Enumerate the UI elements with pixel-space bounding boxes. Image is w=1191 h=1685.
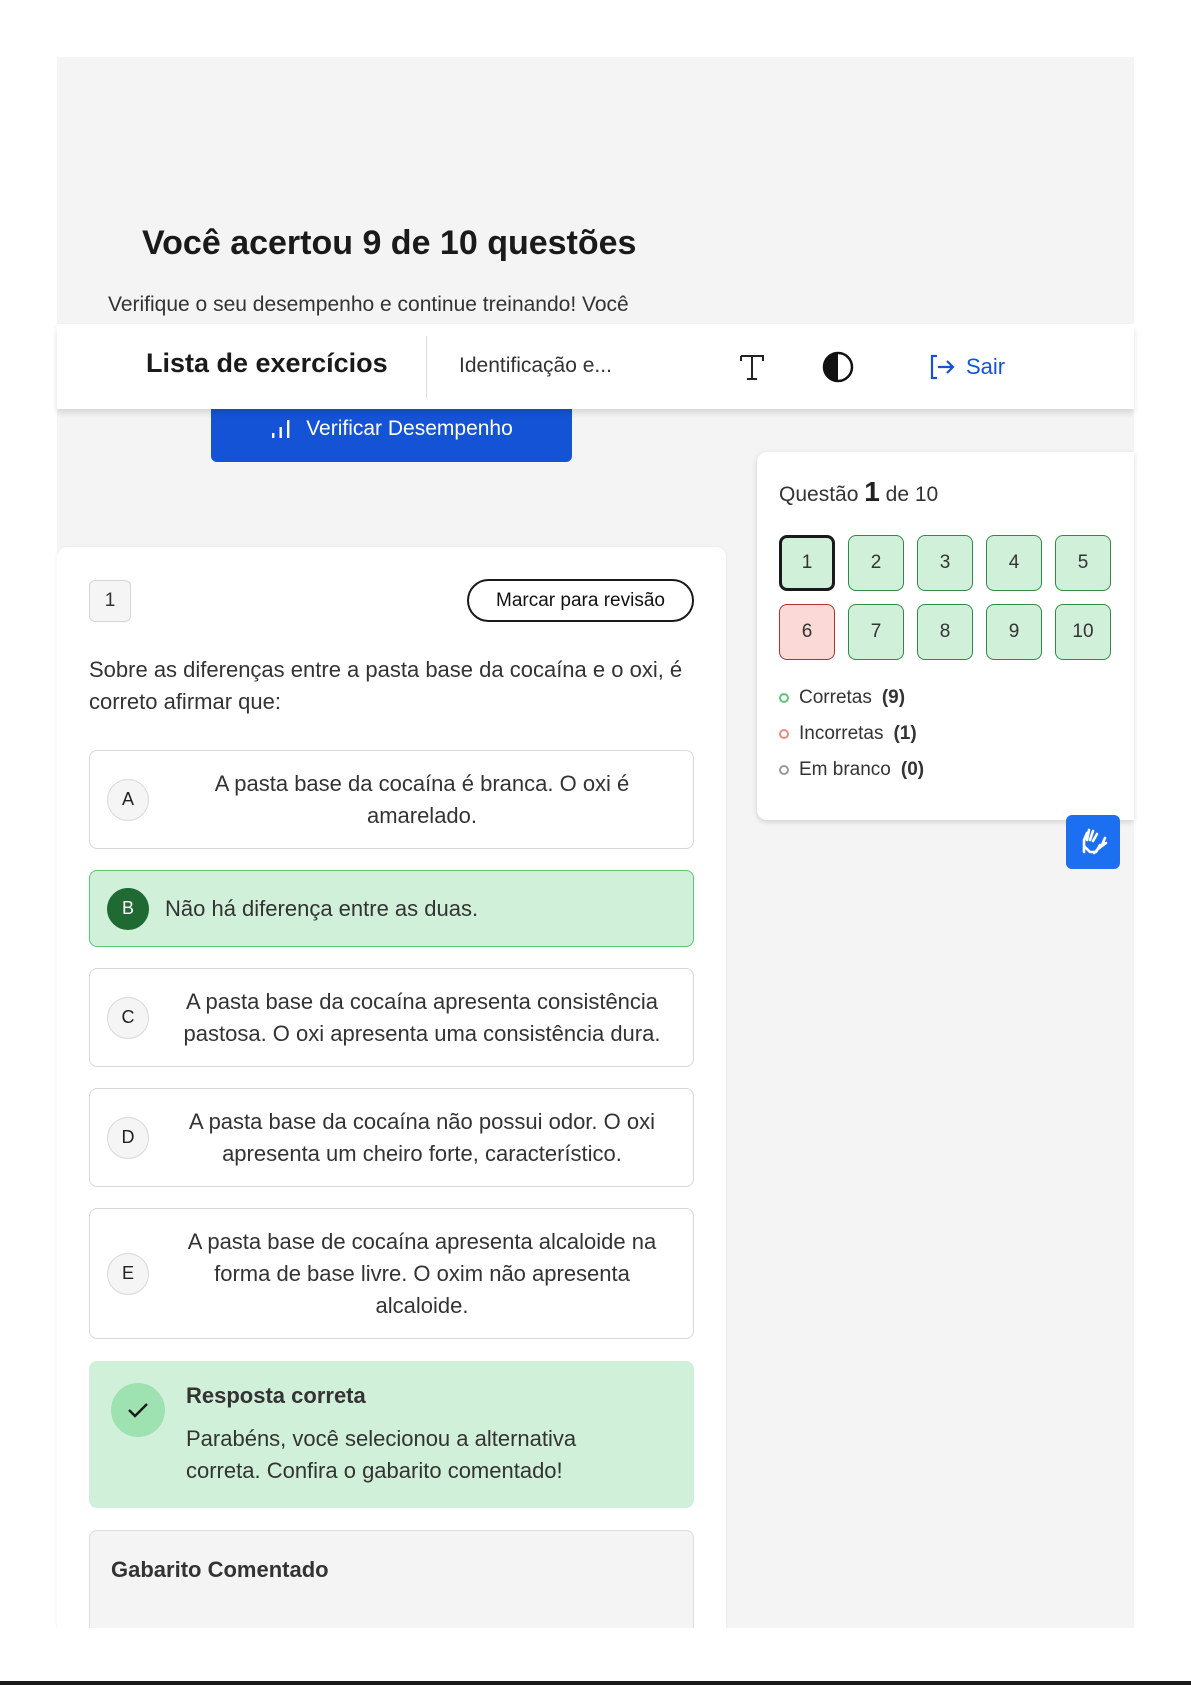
header-subtitle: Identificação e...	[459, 354, 612, 377]
option-text: Não há diferença entre as duas.	[165, 895, 479, 921]
commented-answer-section	[89, 1530, 694, 1628]
option-text: A pasta base da cocaína apresenta consistência pastosa. O oxi apresenta uma consistência dura.	[183, 988, 661, 1046]
header-title: Lista de exercícios	[146, 348, 388, 378]
option-e[interactable]	[89, 1208, 694, 1339]
option-letter: D	[107, 1117, 149, 1159]
legend-correct-count: (9)	[881, 687, 906, 708]
question-button-10[interactable]: 10	[1055, 604, 1111, 660]
question-button-9[interactable]: 9	[986, 604, 1042, 660]
bar-chart-icon	[270, 418, 292, 440]
legend-incorrect	[779, 716, 924, 752]
question-button-1[interactable]: 1	[779, 535, 835, 591]
option-letter: B	[107, 888, 149, 930]
question-button-6[interactable]: 6	[779, 604, 835, 660]
question-counter	[779, 476, 938, 508]
option-text: A pasta base de cocaína apresenta alcaloide na forma de base livre. O oxim não apresenta alcaloide.	[187, 1228, 657, 1318]
top-header	[57, 324, 1134, 409]
feedback-box	[89, 1361, 694, 1508]
legend-incorrect-count: (1)	[893, 723, 917, 744]
question-grid	[779, 535, 1111, 660]
counter-prefix: Questão	[779, 483, 859, 506]
question-button-4[interactable]: 4	[986, 535, 1042, 591]
question-button-2[interactable]: 2	[848, 535, 904, 591]
option-text: A pasta base da cocaína é branca. O oxi é amarelado.	[214, 770, 630, 828]
bottom-edge	[0, 1681, 1191, 1685]
option-a[interactable]	[89, 750, 694, 849]
question-navigator	[757, 452, 1134, 820]
legend-blank-label: Em branco	[799, 759, 891, 780]
option-c[interactable]	[89, 968, 694, 1067]
question-button-5[interactable]: 5	[1055, 535, 1111, 591]
counter-current: 1	[864, 476, 880, 507]
exit-icon	[928, 353, 956, 381]
text-size-icon[interactable]	[729, 344, 775, 390]
gray-dot-icon	[779, 765, 789, 775]
option-letter: C	[107, 997, 149, 1039]
question-button-7[interactable]: 7	[848, 604, 904, 660]
red-dot-icon	[779, 729, 789, 739]
option-letter: E	[107, 1253, 149, 1295]
legend-blank	[779, 752, 924, 788]
check-icon	[111, 1383, 165, 1437]
legend-correct-label: Corretas	[799, 687, 872, 708]
option-d[interactable]	[89, 1088, 694, 1187]
result-text: Verifique o seu desempenho e continue treinando! Você	[108, 293, 629, 316]
header-divider	[426, 336, 427, 398]
option-letter: A	[107, 779, 149, 821]
question-text: Sobre as diferenças entre a pasta base da cocaína e o oxi, é correto afirmar que:	[89, 657, 683, 714]
counter-suffix: de 10	[885, 483, 939, 506]
bottom-bar	[0, 1628, 1191, 1685]
option-b[interactable]	[89, 870, 694, 947]
legend-incorrect-label: Incorretas	[799, 723, 884, 744]
contrast-icon[interactable]	[815, 344, 861, 390]
status-legend	[779, 680, 924, 788]
verify-performance-label: Verificar Desempenho	[306, 417, 513, 440]
option-text: A pasta base da cocaína não possui odor. O oxi apresenta um cheiro forte, característico.	[189, 1108, 655, 1166]
feedback-text: Parabéns, você selecionou a alternativa correta. Confira o gabarito comentado!	[186, 1426, 577, 1483]
sign-language-icon[interactable]	[1066, 815, 1120, 869]
exit-button[interactable]	[928, 348, 1005, 386]
question-number: 1	[89, 580, 131, 622]
result-title: Você acertou 9 de 10 questões	[142, 224, 637, 262]
feedback-title: Resposta correta	[186, 1383, 366, 1408]
exit-label: Sair	[966, 354, 1006, 379]
green-dot-icon	[779, 693, 789, 703]
mark-for-review-button[interactable]: Marcar para revisão	[467, 579, 694, 622]
question-button-8[interactable]: 8	[917, 604, 973, 660]
question-card	[57, 547, 726, 1628]
commented-answer-title: Gabarito Comentado	[111, 1557, 329, 1582]
legend-blank-count: (0)	[900, 759, 925, 780]
legend-correct	[779, 680, 924, 716]
question-button-3[interactable]: 3	[917, 535, 973, 591]
